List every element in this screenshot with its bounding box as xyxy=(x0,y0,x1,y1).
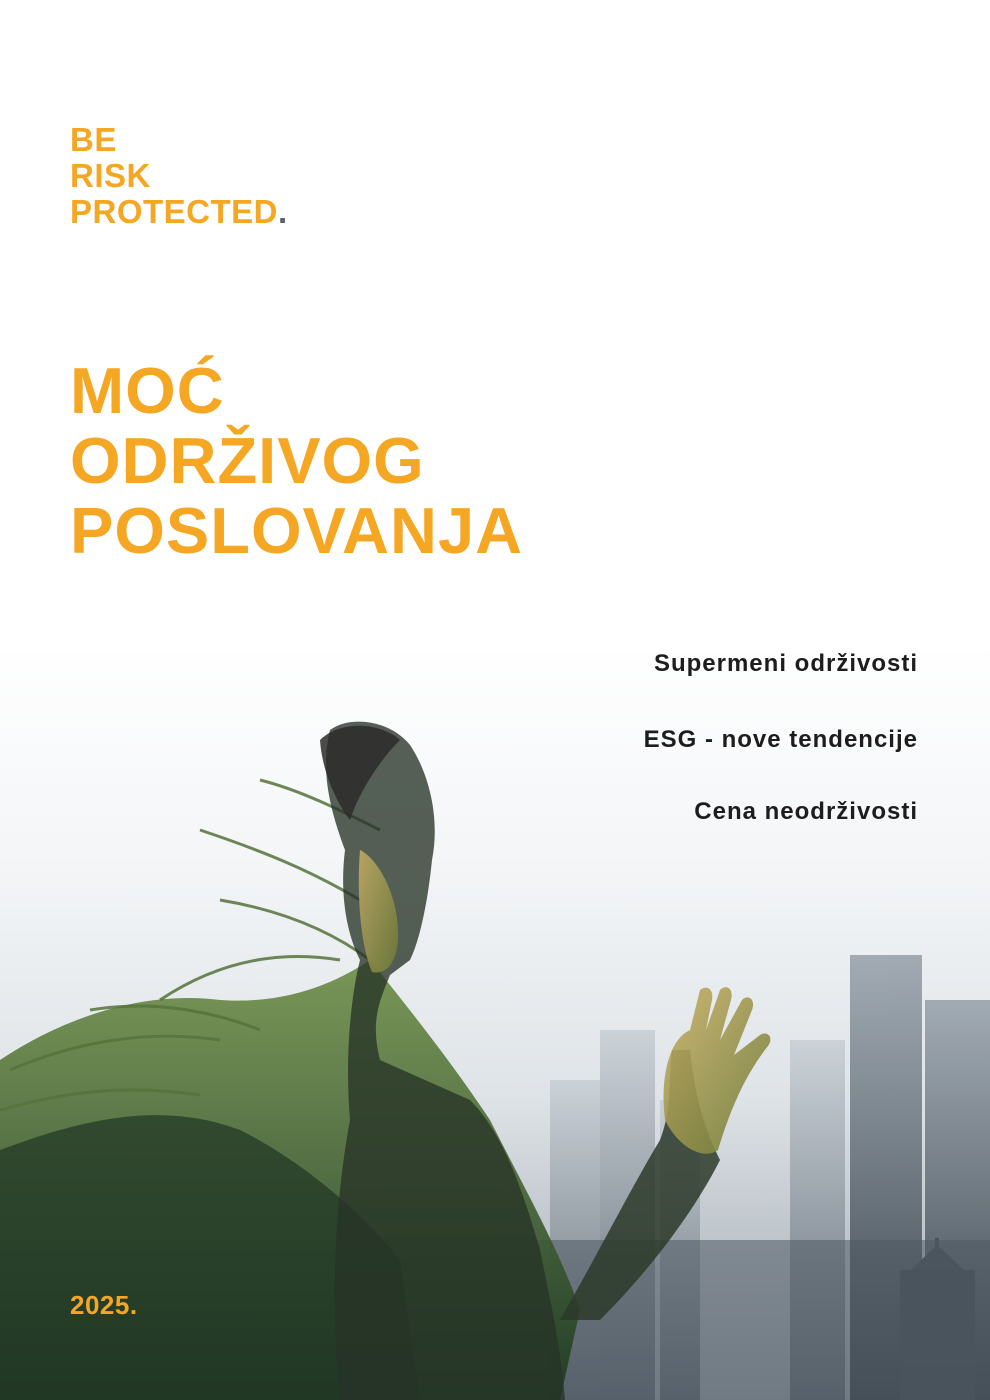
topic-item: Cena neodrživosti xyxy=(694,798,918,825)
tagline-line-1: BE xyxy=(70,121,117,158)
tagline-line-2: RISK xyxy=(70,157,151,194)
title-line-1: MOĆ xyxy=(70,354,225,427)
tagline-line-3 xyxy=(70,194,288,230)
cover-title xyxy=(70,356,523,566)
edition-year: 2025. xyxy=(70,1290,138,1320)
tagline-line-3-text: PROTECTED xyxy=(70,193,279,230)
title-line-3: POSLOVANJA xyxy=(70,494,524,567)
title-line-2: ODRŽIVOG xyxy=(70,424,425,497)
brand-tagline xyxy=(70,122,288,230)
topic-item: ESG - nove tendencije xyxy=(643,726,918,753)
topic-item: Supermeni održivosti xyxy=(653,650,918,677)
topic-list xyxy=(518,650,918,850)
tagline-dot: . xyxy=(278,193,288,230)
